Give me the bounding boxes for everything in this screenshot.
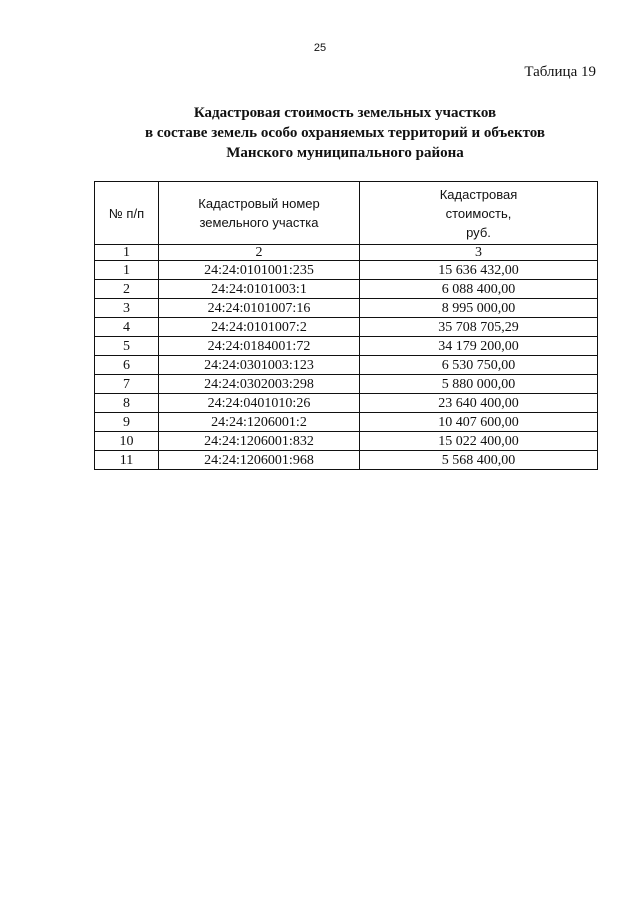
header-value-line-1: Кадастровая (439, 186, 518, 202)
table-label: Таблица 19 (524, 64, 596, 80)
cadastral-value-cell: 10 407 600,00 (360, 413, 598, 432)
header-cadastral-value (360, 182, 598, 245)
cadastral-number-cell: 24:24:0302003:298 (159, 375, 360, 394)
cadastral-number-cell: 24:24:1206001:968 (159, 451, 360, 470)
row-number-cell: 8 (95, 394, 159, 413)
title-line-1: Кадастровая стоимость земельных участков (193, 105, 497, 121)
row-number-cell: 3 (95, 299, 159, 318)
cadastral-number-cell: 24:24:1206001:832 (159, 432, 360, 451)
row-number-cell: 10 (95, 432, 159, 451)
cadastral-value-table (94, 181, 598, 470)
row-number-cell: 5 (95, 337, 159, 356)
document-title (0, 103, 640, 163)
cadastral-value-cell: 15 022 400,00 (360, 432, 598, 451)
table-row (95, 261, 598, 280)
column-number-1: 1 (95, 245, 159, 261)
table-row (95, 299, 598, 318)
cadastral-number-cell: 24:24:0101007:2 (159, 318, 360, 337)
row-number-cell: 1 (95, 261, 159, 280)
header-value-line-2: стоимость, (445, 205, 512, 221)
row-number-cell: 9 (95, 413, 159, 432)
cadastral-value-cell: 5 880 000,00 (360, 375, 598, 394)
cadastral-value-cell: 6 088 400,00 (360, 280, 598, 299)
cadastral-value-cell: 6 530 750,00 (360, 356, 598, 375)
cadastral-number-cell: 24:24:0101007:16 (159, 299, 360, 318)
table-body (95, 261, 598, 470)
title-line-3: Манского муниципального района (226, 145, 464, 161)
table-row (95, 356, 598, 375)
cadastral-number-cell: 24:24:0301003:123 (159, 356, 360, 375)
cadastral-value-cell: 23 640 400,00 (360, 394, 598, 413)
cadastral-value-cell: 8 995 000,00 (360, 299, 598, 318)
table-row (95, 394, 598, 413)
header-cadastral-number (159, 182, 360, 245)
header-cadastral-line-2: земельного участка (199, 215, 319, 230)
column-number-2: 2 (159, 245, 360, 261)
cadastral-value-cell: 5 568 400,00 (360, 451, 598, 470)
row-number-cell: 4 (95, 318, 159, 337)
cadastral-number-cell: 24:24:0101003:1 (159, 280, 360, 299)
column-number-3: 3 (360, 245, 598, 261)
row-number-cell: 11 (95, 451, 159, 470)
header-number: № п/п (95, 182, 159, 245)
column-number-row (95, 245, 598, 261)
table-row (95, 318, 598, 337)
page-number: 25 (313, 42, 327, 54)
header-value-line-3: руб. (466, 224, 491, 240)
table-row (95, 337, 598, 356)
table-row (95, 432, 598, 451)
cadastral-number-cell: 24:24:1206001:2 (159, 413, 360, 432)
table-row (95, 280, 598, 299)
row-number-cell: 2 (95, 280, 159, 299)
table-row (95, 413, 598, 432)
cadastral-number-cell: 24:24:0184001:72 (159, 337, 360, 356)
cadastral-value-cell: 15 636 432,00 (360, 261, 598, 280)
title-line-2: в составе земель особо охраняемых территорий и объектов (144, 125, 546, 141)
table-row (95, 451, 598, 470)
row-number-cell: 6 (95, 356, 159, 375)
cadastral-value-cell: 34 179 200,00 (360, 337, 598, 356)
table-row (95, 375, 598, 394)
cadastral-number-cell: 24:24:0101001:235 (159, 261, 360, 280)
row-number-cell: 7 (95, 375, 159, 394)
cadastral-number-cell: 24:24:0401010:26 (159, 394, 360, 413)
cadastral-value-cell: 35 708 705,29 (360, 318, 598, 337)
header-cadastral-line-1: Кадастровый номер (198, 196, 320, 211)
table-header-row (95, 182, 598, 245)
